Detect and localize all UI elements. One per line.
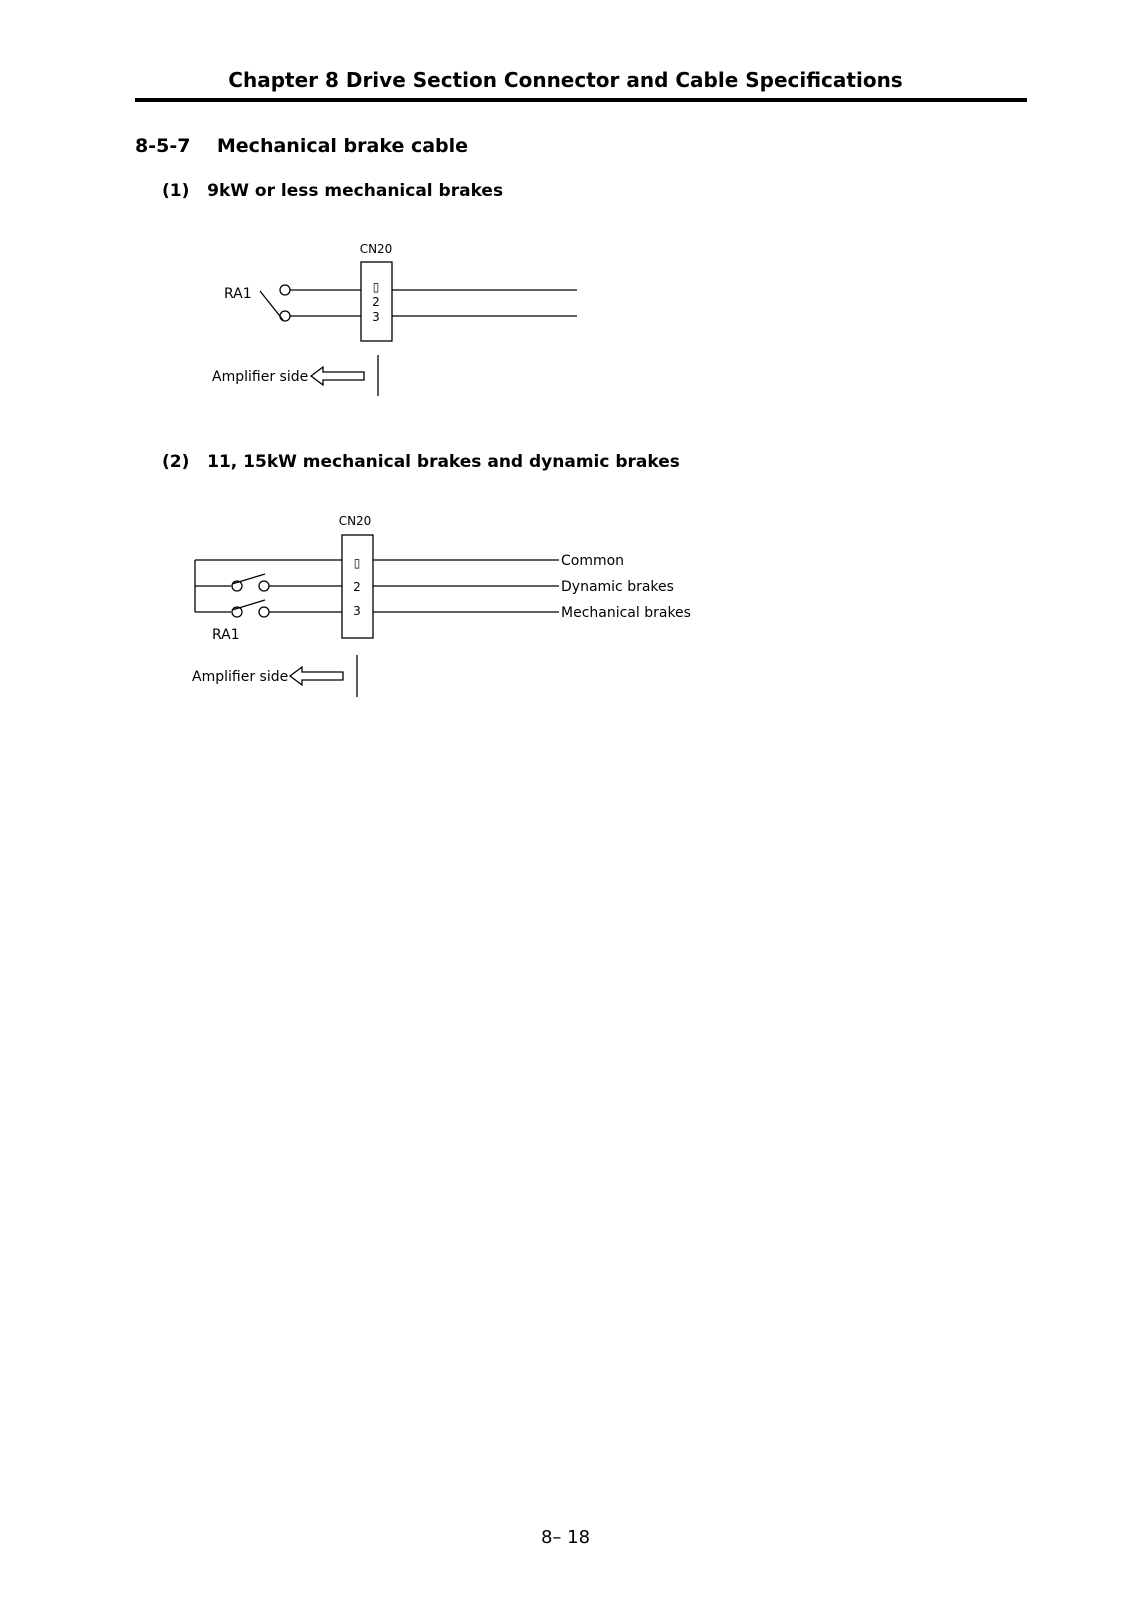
relay-label: RA1 xyxy=(224,286,252,302)
wire-label-mechanical-brakes: Mechanical brakes xyxy=(561,605,691,621)
relay-label: RA1 xyxy=(212,627,240,643)
amplifier-side-label: Amplifier side xyxy=(192,669,289,685)
pin-3-label: 3 xyxy=(353,604,361,618)
subsection-1-title: (1) 9kW or less mechanical brakes xyxy=(162,181,504,201)
pin-2-label: 2 xyxy=(353,580,361,594)
subsection-2-title: (2) 11, 15kW mechanical brakes and dynamic brakes xyxy=(162,452,680,472)
pin-2-label: 2 xyxy=(372,295,380,309)
pin-1-label: ▯ xyxy=(372,280,380,294)
contact-terminal xyxy=(259,607,269,617)
pin-1-label: ▯ xyxy=(353,556,361,570)
connector-label: CN20 xyxy=(359,242,393,256)
arrow-left-icon xyxy=(290,667,343,685)
page-header-title: Chapter 8 Drive Section Connector and Cable Specifications xyxy=(228,68,903,92)
pin-3-label: 3 xyxy=(372,310,380,324)
wire-label-common: Common xyxy=(561,553,625,569)
amplifier-side-label: Amplifier side xyxy=(212,369,309,385)
page-number: 8– 18 xyxy=(540,1527,591,1548)
section-title: 8-5-7 Mechanical brake cable xyxy=(135,135,469,157)
connector-label: CN20 xyxy=(338,514,372,528)
wire-label-dynamic-brakes: Dynamic brakes xyxy=(561,579,674,595)
contact-terminal xyxy=(259,581,269,591)
